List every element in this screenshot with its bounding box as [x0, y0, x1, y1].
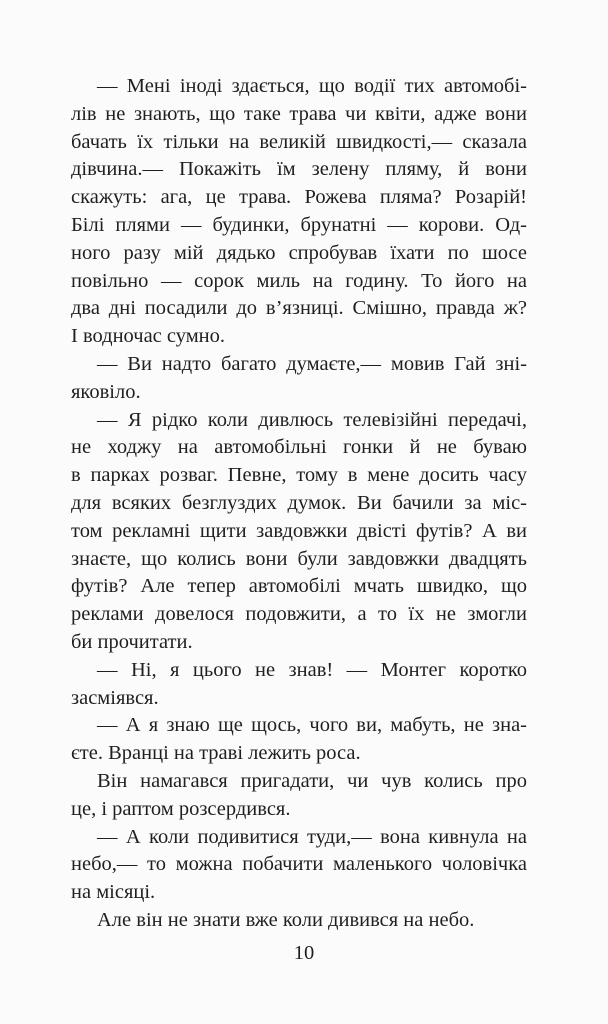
- text-line: ного разу мій дядько спробував їхати по шосе: [71, 241, 527, 264]
- text-line: реклами довелося подовжити, а то їх не змогли: [71, 603, 527, 626]
- text-line: для всяких безглуздих думок. Ви бачили за міс-: [71, 492, 527, 514]
- text-line: дівчина.— Покажіть їм зелену пляму, й вони: [71, 158, 527, 181]
- text-line: — Ні, я цього не знав! — Монтег коротко: [97, 658, 527, 681]
- text-line: не ходжу на автомобільні гонки й не буваю: [71, 436, 527, 459]
- text-line: знаєте, що колись вони були завдовжки двадцять: [71, 547, 527, 570]
- text-line: єте. Вранці на траві лежить роса.: [71, 742, 361, 765]
- text-line: небо,— то можна побачити маленького чоловічка: [71, 853, 527, 876]
- text-line: це, і раптом розсердився.: [71, 797, 291, 820]
- text-line: — А я знаю ще щось, чого ви, мабуть, не зна-: [97, 714, 527, 737]
- text-line: — Ви надто багато думаєте,— мовив Гай зні-: [97, 353, 527, 375]
- text-line: том рекламні щити завдовжки двісті футів? А ви: [71, 519, 527, 542]
- text-line: — Я рідко коли дивлюсь телевізійні передачі,: [97, 408, 527, 431]
- text-line: Білі плями — будинки, брунатні — корови. Од-: [71, 214, 527, 236]
- text-line: — Мені іноді здається, що водії тих автомобі-: [97, 75, 527, 97]
- text-line: на місяці.: [71, 881, 156, 904]
- text-line: скажуть: ага, це трава. Рожева пляма? Розарій!: [71, 186, 527, 209]
- text-line: Він намагався пригадати, чи чув колись про: [97, 770, 527, 792]
- text-line: повільно — сорок миль на годину. То його на: [71, 269, 527, 292]
- text-line: футів? Але тепер автомобілі мчать швидко, що: [71, 575, 527, 598]
- text-line: бачать їх тільки на великій швидкості,— сказала: [71, 130, 527, 153]
- text-line: — А коли подивитися туди,— вона кивнула на: [97, 825, 527, 848]
- text-line: засміявся.: [71, 686, 159, 709]
- text-line: Але він не знати вже коли дивився на небо.: [97, 909, 475, 931]
- text-line: яковіло.: [71, 380, 141, 403]
- text-line: лів не знають, що таке трава чи квіти, адже вони: [71, 102, 527, 125]
- page-number: 10: [293, 942, 315, 964]
- text-line: в парках розваг. Певне, тому в мене досить часу: [71, 464, 527, 487]
- text-line: би прочитати.: [71, 631, 193, 653]
- text-line: два дні посадили до в’язниці. Смішно, правда ж?: [71, 297, 527, 320]
- text-line: І водночас сумно.: [71, 325, 226, 348]
